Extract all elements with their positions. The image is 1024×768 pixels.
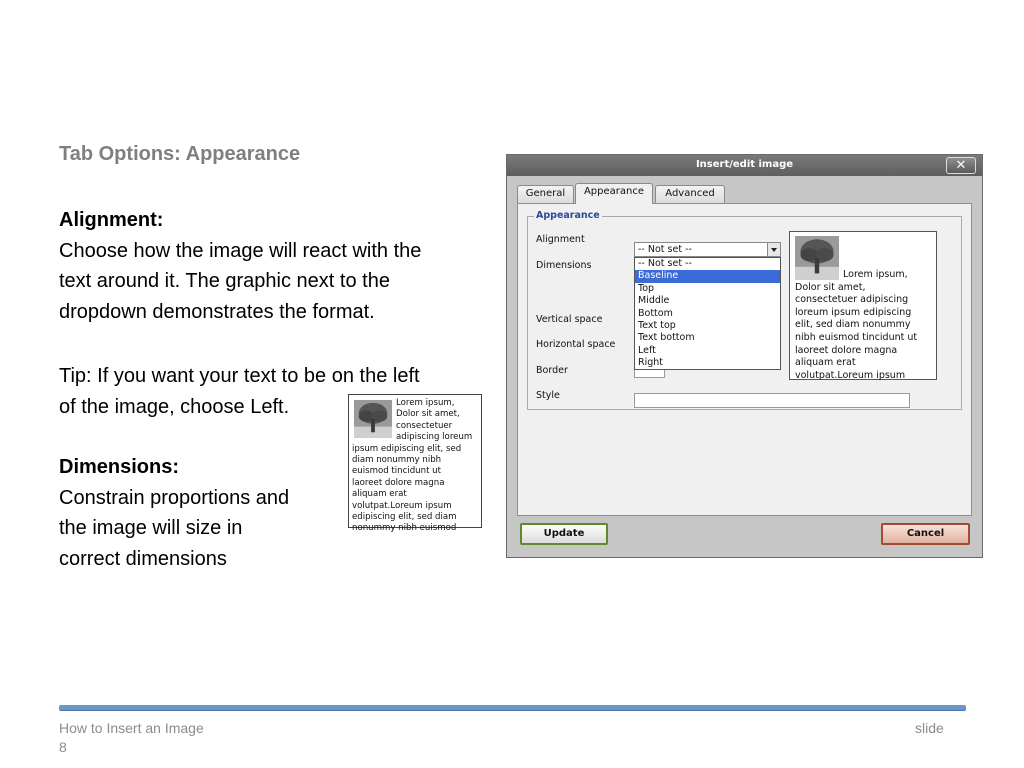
dimensions-line: the image will size in bbox=[59, 517, 243, 539]
tree-image-icon bbox=[795, 236, 839, 280]
option-middle[interactable]: Middle bbox=[638, 295, 670, 307]
demo-text-line: Dolor sit amet, bbox=[396, 409, 460, 420]
alignment-title: Alignment: bbox=[59, 209, 164, 231]
demo-text-line: euismod tincidunt ut bbox=[352, 466, 441, 477]
preview-text-line: nibh euismod tincidunt ut bbox=[795, 331, 918, 343]
horizontal-space-label: Horizontal space bbox=[536, 339, 616, 350]
option-baseline[interactable]: Baseline bbox=[635, 270, 780, 282]
style-label: Style bbox=[536, 390, 560, 401]
demo-text-line: nonummy nibh euismod bbox=[352, 523, 457, 534]
dimensions-line: Constrain proportions and bbox=[59, 486, 290, 509]
left-align-demo bbox=[348, 394, 482, 534]
footer-divider bbox=[59, 705, 966, 711]
option-right[interactable]: Right bbox=[638, 357, 664, 369]
footer-presentation-title: How to Insert an Image bbox=[59, 720, 204, 736]
tab-general[interactable]: General bbox=[517, 185, 574, 203]
preview-text-line: elit, sed diam nonummy bbox=[795, 319, 911, 331]
demo-text-line: aliquam erat bbox=[352, 489, 407, 500]
tab-appearance[interactable]: Appearance bbox=[575, 183, 653, 204]
slide-heading: Tab Options: Appearance bbox=[59, 143, 301, 165]
chevron-down-icon[interactable] bbox=[767, 243, 780, 256]
alignment-line: Choose how the image will react with the bbox=[59, 239, 422, 262]
footer-slide-label: slide bbox=[915, 720, 944, 736]
tab-advanced[interactable]: Advanced bbox=[655, 185, 725, 203]
dialog-title: Insert/edit image bbox=[695, 159, 794, 170]
alignment-label: Alignment bbox=[536, 234, 585, 245]
option-text-top[interactable]: Text top bbox=[638, 319, 676, 331]
demo-text-line: adipiscing loreum bbox=[396, 432, 473, 443]
alignment-line: dropdown demonstrates the format. bbox=[59, 300, 375, 323]
update-button[interactable]: Update bbox=[520, 523, 608, 545]
dialog-titlebar bbox=[507, 155, 982, 176]
style-input[interactable] bbox=[634, 393, 910, 408]
footer-left bbox=[59, 719, 204, 757]
option-bottom[interactable]: Bottom bbox=[638, 307, 673, 319]
tip-line: Tip: If you want your text to be on the left bbox=[59, 365, 420, 387]
option-left[interactable]: Left bbox=[638, 344, 656, 356]
alignment-preview bbox=[789, 231, 937, 380]
demo-text-line: laoreet dolore magna bbox=[352, 477, 445, 488]
alignment-select[interactable] bbox=[634, 242, 781, 257]
slide-number: 8 bbox=[59, 739, 67, 755]
demo-text-line: diam nonummy nibh bbox=[352, 455, 442, 466]
preview-text-line: Lorem ipsum, bbox=[843, 269, 908, 280]
tip-line: of the image, choose Left. bbox=[59, 395, 290, 418]
preview-text-line: Dolor sit amet, bbox=[795, 281, 866, 293]
appearance-fieldset bbox=[527, 210, 962, 410]
tree-image-icon bbox=[354, 400, 392, 438]
preview-text-line: loreum ipsum edipiscing bbox=[795, 306, 912, 318]
vertical-space-label: Vertical space bbox=[536, 314, 603, 325]
demo-text-line: ipsum edipiscing elit, sed bbox=[352, 443, 462, 454]
demo-text-line: consectetuer bbox=[396, 420, 453, 431]
dimensions-section bbox=[59, 452, 289, 574]
alignment-section bbox=[59, 205, 421, 327]
dimensions-line: correct dimensions bbox=[59, 547, 227, 570]
border-label: Border bbox=[536, 365, 568, 376]
alignment-select-value: -- Not set -- bbox=[638, 244, 692, 255]
preview-text-line: consectetuer adipiscing bbox=[795, 294, 909, 306]
fieldset-legend: Appearance bbox=[536, 210, 600, 221]
demo-text-line: volutpat.Loreum ipsum bbox=[352, 500, 452, 511]
dimensions-label: Dimensions bbox=[536, 260, 592, 271]
demo-text-line: edipiscing elit, sed diam bbox=[352, 512, 457, 523]
option-top[interactable]: Top bbox=[638, 282, 655, 294]
cancel-button[interactable]: Cancel bbox=[881, 523, 970, 545]
option-text-bottom[interactable]: Text bottom bbox=[638, 332, 695, 344]
appearance-panel bbox=[517, 203, 972, 516]
demo-text-line: Lorem ipsum, bbox=[396, 398, 455, 408]
dimensions-title: Dimensions: bbox=[59, 456, 180, 478]
preview-text-line: volutpat.Loreum ipsum bbox=[795, 369, 906, 381]
preview-text-line: laoreet dolore magna bbox=[795, 344, 898, 356]
close-icon[interactable]: ✕ bbox=[946, 157, 976, 174]
alignment-dropdown bbox=[634, 257, 781, 370]
insert-edit-image-dialog bbox=[506, 154, 983, 558]
alignment-line: text around it. The graphic next to the bbox=[59, 270, 390, 292]
option-not-set[interactable]: -- Not set -- bbox=[638, 258, 692, 269]
preview-text-line: aliquam erat bbox=[795, 357, 856, 369]
